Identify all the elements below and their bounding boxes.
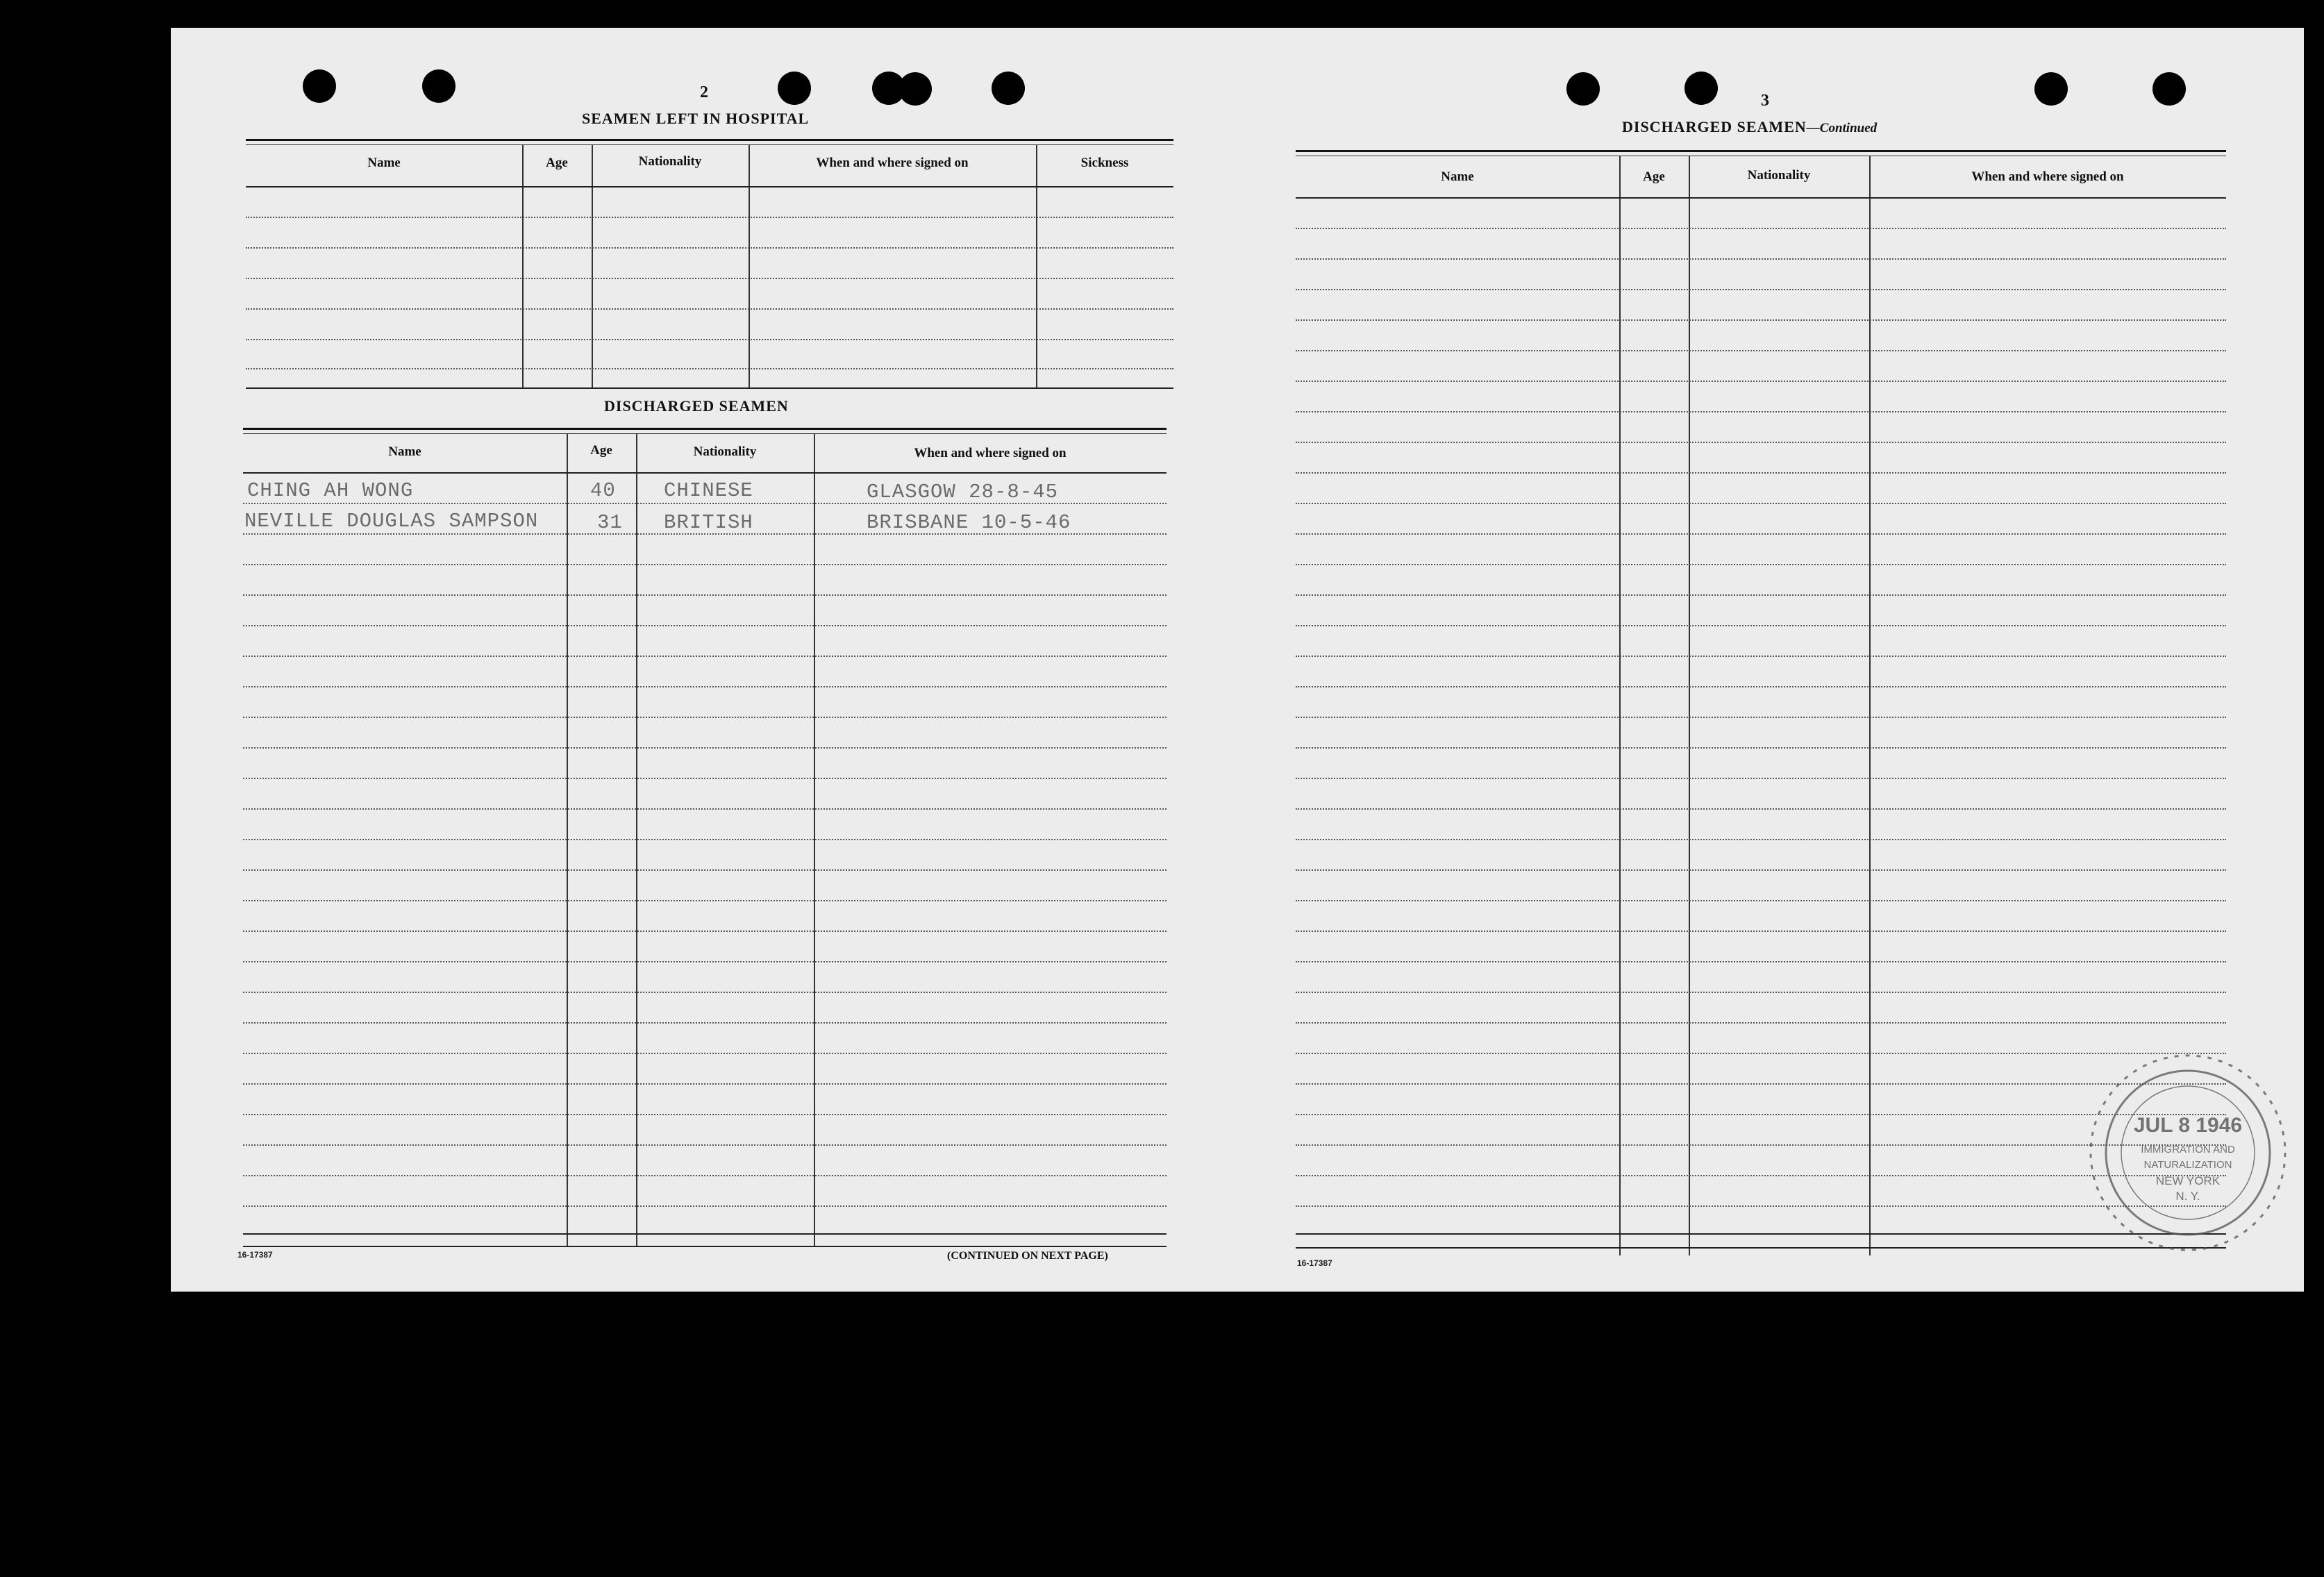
continued-section-title	[1622, 118, 1877, 136]
continued-title-suffix: —Continued	[1806, 121, 1878, 135]
binder-hole	[1685, 72, 1718, 105]
stamp-line: NATURALIZATION	[2143, 1159, 2232, 1171]
col-header-age: Age	[590, 443, 612, 458]
stamp-line: N. Y.	[2175, 1190, 2200, 1203]
binder-hole	[872, 72, 905, 105]
col-header-signed-on: When and where signed on	[914, 446, 1067, 460]
col-header-nationality: Nationality	[1747, 168, 1811, 183]
stamp-date: JUL 8 1946	[2133, 1114, 2243, 1137]
binder-hole	[2152, 72, 2186, 106]
binder-hole	[992, 72, 1025, 105]
col-header-name: Name	[367, 156, 401, 170]
binder-hole	[1566, 72, 1600, 106]
col-header-sickness: Sickness	[1080, 156, 1129, 170]
col-header-age: Age	[546, 156, 568, 170]
discharged-section-title: DISCHARGED SEAMEN	[604, 397, 789, 415]
discharged-table	[243, 428, 1167, 1282]
seaman-age: 31	[597, 511, 623, 534]
continued-title-main: DISCHARGED SEAMEN	[1622, 118, 1807, 135]
seaman-signed-on: BRISBANE 10-5-46	[867, 511, 1071, 534]
col-header-nationality: Nationality	[693, 444, 757, 459]
hospital-section-title: SEAMEN LEFT IN HOSPITAL	[582, 110, 810, 127]
seaman-age: 40	[590, 479, 616, 502]
seaman-signed-on: GLASGOW 28-8-45	[867, 481, 1059, 503]
stamp-line: IMMIGRATION AND	[2141, 1144, 2235, 1155]
form-number-left: 16-17387	[237, 1250, 273, 1260]
page-number-left: 2	[700, 83, 708, 101]
seaman-name: NEVILLE DOUGLAS SAMPSON	[244, 510, 539, 533]
col-header-name: Name	[388, 444, 421, 459]
col-header-signed-on: When and where signed on	[816, 156, 969, 170]
hospital-table	[246, 139, 1173, 424]
binder-hole	[778, 72, 811, 105]
binder-hole	[303, 69, 336, 103]
seaman-nationality: BRITISH	[664, 511, 753, 534]
col-header-signed-on: When and where signed on	[1971, 169, 2124, 184]
col-header-nationality: Nationality	[638, 154, 702, 169]
stamp-line: NEW YORK	[2155, 1174, 2221, 1187]
seaman-name: CHING AH WONG	[247, 479, 414, 502]
binder-hole	[422, 69, 455, 103]
page-number-right: 3	[1761, 92, 1769, 110]
immigration-stamp	[2073, 1049, 2302, 1257]
ledger-sheet	[171, 28, 2304, 1292]
form-number-right: 16-17387	[1297, 1258, 1332, 1268]
col-header-age: Age	[1643, 169, 1665, 184]
binder-hole	[2034, 72, 2068, 106]
seaman-nationality: CHINESE	[664, 479, 753, 502]
col-header-name: Name	[1441, 169, 1474, 184]
continued-note: (CONTINUED ON NEXT PAGE)	[947, 1250, 1108, 1262]
